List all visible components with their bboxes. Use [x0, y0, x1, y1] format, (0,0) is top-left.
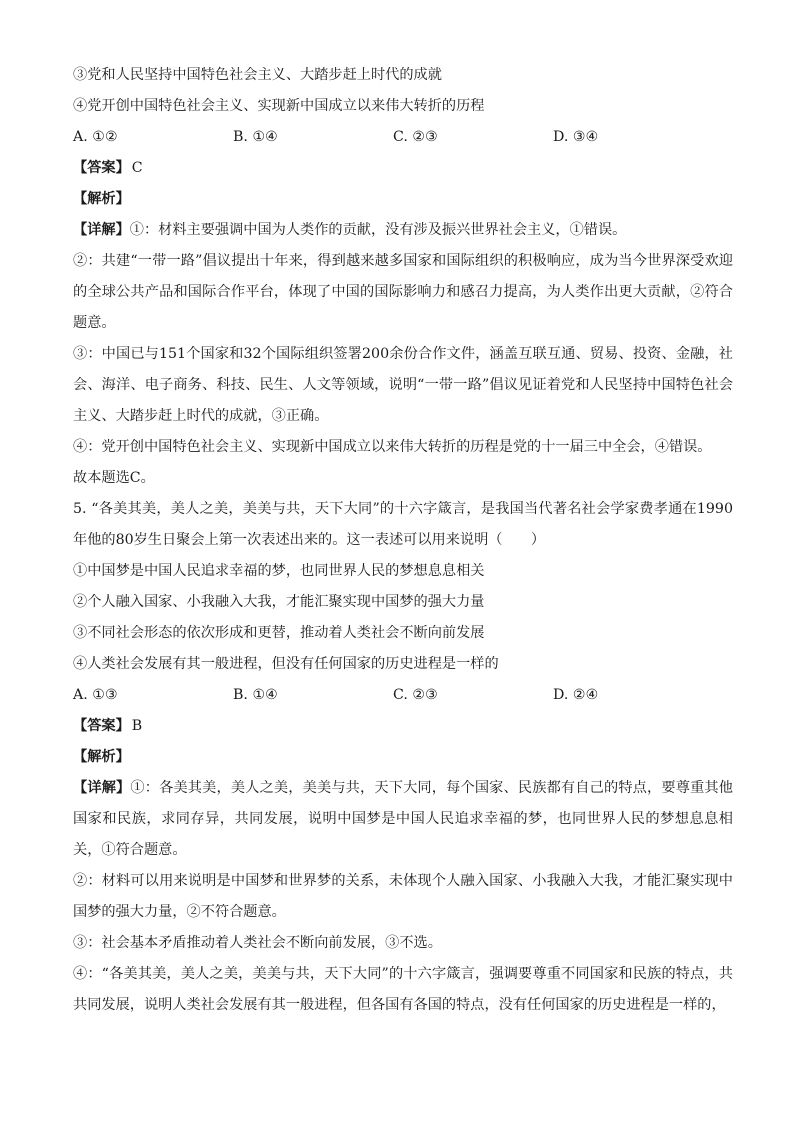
- q4-option-c: C. ②③: [393, 129, 438, 145]
- q4-option-b: B. ①④: [233, 129, 278, 145]
- q4-detail-2: ②：共建“一带一路”倡议提出十年来，得到越来越多国家和国际组织的积极响应，成为当今世界深受欢迎的全球公共产品和国际合作平台，体现了中国的国际影响力和感召力提高，为人类作出更大贡献，②符合题意。: [73, 253, 733, 331]
- q5-option-b: B. ①④: [233, 687, 278, 703]
- detail-label: 【详解】: [73, 780, 131, 796]
- analysis-label: 【解析】: [73, 749, 130, 765]
- q4-options: [73, 122, 733, 153]
- q4-option-a: A. ①②: [73, 129, 118, 145]
- q4-conclusion: 故本题选C。: [73, 470, 155, 486]
- analysis-label: 【解析】: [73, 191, 130, 207]
- q5-analysis-heading: [73, 742, 733, 773]
- answer-value: B: [131, 718, 143, 734]
- q5-choice-3: ③不同社会形态的依次形成和更替，推动着人类社会不断向前发展: [73, 625, 485, 641]
- q5-detail-2: ②：材料可以用来说明是中国梦和世界梦的关系，未体现个人融入国家、小我融入大我，才能汇聚实现中国梦的强大力量，②不符合题意。: [73, 873, 733, 920]
- q4-detail-1: [73, 215, 733, 246]
- q5-detail-1: [73, 773, 733, 866]
- q5-choice-4: ④人类社会发展有其一般进程，但没有任何国家的历史进程是一样的: [73, 656, 499, 672]
- q5-option-d: D. ②④: [553, 687, 599, 703]
- q5-stem: 5. “各美其美，美人之美，美美与共，天下大同”的十六字箴言，是我国当代著名社会学家费孝通在1990年他的80岁生日聚会上第一次表述出来的。这一表述可以用来说明（ ）: [73, 501, 733, 548]
- detail-text: ①：材料主要强调中国为人类作的贡献，没有涉及振兴世界社会主义，①错误。: [129, 222, 627, 238]
- q5-option-c: C. ②③: [393, 687, 438, 703]
- q5-choice-2: ②个人融入国家、小我融入大我，才能汇聚实现中国梦的强大力量: [73, 594, 485, 610]
- q4-detail-3: ③：中国已与151个国家和32个国际组织签署200余份合作文件，涵盖互联互通、贸易、投资、金融，社会、海洋、电子商务、科技、民生、人文等领域，说明“一带一路”倡议见证着党和人民坚持中国特色社会主义、大踏步赶上时代的成就，③正确。: [73, 346, 733, 424]
- q4-detail-4: ④：党开创中国特色社会主义、实现新中国成立以来伟大转折的历程是党的十一届三中全会，④错误。: [73, 439, 712, 455]
- q5-detail-3: ③：社会基本矛盾推动着人类社会不断向前发展，③不选。: [73, 935, 442, 951]
- q4-answer: [73, 153, 733, 184]
- document-page: [73, 60, 733, 1021]
- answer-label: 【答案】: [73, 160, 130, 176]
- q5-option-a: A. ①③: [73, 687, 118, 703]
- detail-label: 【详解】: [73, 222, 130, 238]
- q4-choice-3: ③党和人民坚持中国特色社会主义、大踏步赶上时代的成就: [73, 67, 442, 83]
- detail-text: ①：各美其美，美人之美，美美与共，天下大同，每个国家、民族都有自己的特点，要尊重其他国家和民族，求同存异，共同发展，说明中国梦是中国人民追求幸福的梦，也同世界人民的梦想息息相关，①符合题意。: [73, 780, 733, 858]
- q5-detail-4: ④：“各美其美，美人之美，美美与共，天下大同”的十六字箴言，强调要尊重不同国家和民族的特点，共共同发展，说明人类社会发展有其一般进程，但各国有各国的特点，没有任何国家的历史进程是一样的，: [73, 966, 733, 1013]
- q4-analysis-heading: [73, 184, 733, 215]
- answer-value: C: [131, 160, 143, 176]
- q5-answer: [73, 711, 733, 742]
- q4-choice-4: ④党开创中国特色社会主义、实现新中国成立以来伟大转折的历程: [73, 98, 485, 114]
- q5-choice-1: ①中国梦是中国人民追求幸福的梦，也同世界人民的梦想息息相关: [73, 563, 485, 579]
- q5-options: [73, 680, 733, 711]
- q4-option-d: D. ③④: [553, 129, 599, 145]
- answer-label: 【答案】: [73, 718, 130, 734]
